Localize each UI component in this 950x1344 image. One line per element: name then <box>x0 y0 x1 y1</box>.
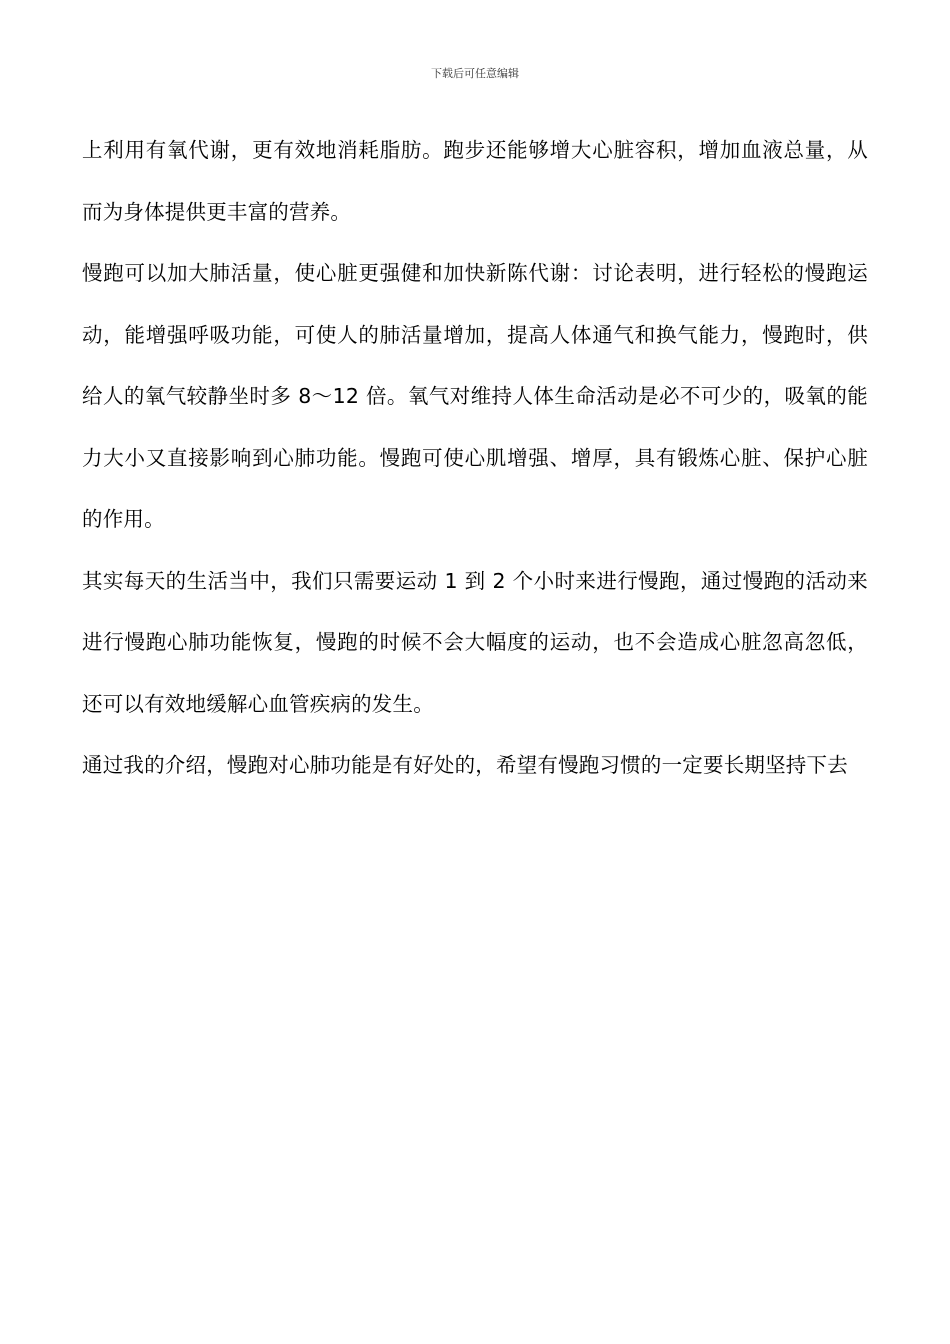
paragraph-1: 上利用有氧代谢，更有效地消耗脂肪。跑步还能够增大心脏容积，增加血液总量，从而为身体提供更丰富的营养。 <box>82 138 868 224</box>
page-header: 下载后可任意编辑 <box>431 67 519 80</box>
paragraph-3: 其实每天的生活当中，我们只需要运动 1 到 2 个小时来进行慢跑，通过慢跑的活动来进行慢跑心肺功能恢复，慢跑的时候不会大幅度的运动，也不会造成心脏忽高忽低，还可以有效地缓解心血管疾病的发生。 <box>82 568 868 716</box>
paragraph-2: 慢跑可以加大肺活量，使心脏更强健和加快新陈代谢：讨论表明，进行轻松的慢跑运动，能增强呼吸功能，可使人的肺活量增加，提高人体通气和换气能力，慢跑时，供给人的氧气较静坐时多 8～12 倍。氧气对维持人体生命活动是必不可少的，吸氧的能力大小又直接影响到心肺功能。慢跑可使心肌增强、增厚，具有锻炼心脏、保护心脏的作用。 <box>82 261 868 531</box>
document-body <box>82 120 868 797</box>
paragraph-4: 通过我的介绍，慢跑对心肺功能是有好处的，希望有慢跑习惯的一定要长期坚持下去 <box>82 753 848 777</box>
